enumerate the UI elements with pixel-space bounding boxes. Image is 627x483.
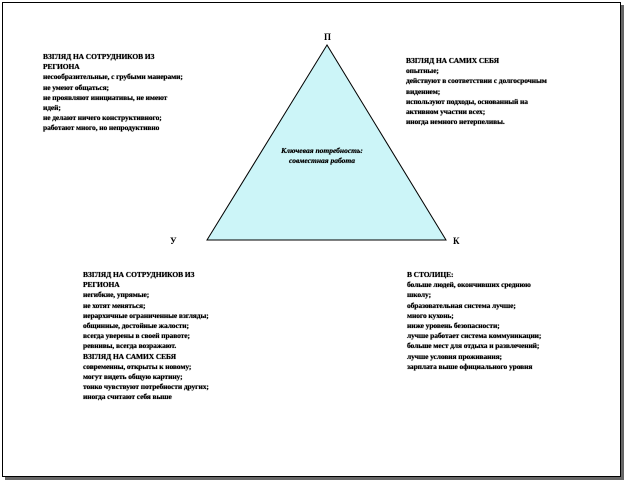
block-line: всегда уверены в своей правоте; xyxy=(83,331,190,341)
block-line: ниже уровень безопасности; xyxy=(407,321,500,331)
vertex-top-label: П xyxy=(324,32,332,42)
vertex-right-label: К xyxy=(453,236,460,246)
block-heading: ВЗГЛЯД НА СОТРУДНИКОВ ИЗ xyxy=(83,270,195,279)
key-need-line3: совместная работа xyxy=(289,156,355,165)
block-line: не умеют общаться; xyxy=(43,82,109,92)
block-line: не проявляют инициативы, не имеют xyxy=(43,92,168,102)
block-line: опытные; xyxy=(406,66,439,76)
block-line: используют подходы, основанный на xyxy=(406,96,528,106)
block-line: современны, открыты к новому; xyxy=(83,361,192,371)
block-line: видением; xyxy=(406,86,441,96)
block-line: иерархичные ограниченные взгляды; xyxy=(83,310,209,320)
block-line: больше мест для отдыха и развлечений; xyxy=(407,341,540,351)
block-line: образовательная система лучше; xyxy=(407,300,516,310)
block-line: лучше работает система коммуникации; xyxy=(407,331,542,341)
block-line: работают много, но непродуктивно xyxy=(43,123,160,133)
view-regional-staff-top xyxy=(43,52,183,134)
block-heading: РЕГИОНА xyxy=(83,280,120,290)
block-line: идей; xyxy=(43,103,61,113)
block-line: негибкие, упрямые; xyxy=(83,290,150,300)
block-line: не хотят меняться; xyxy=(83,300,146,310)
block-line: иногда немного нетерпеливы. xyxy=(406,117,505,127)
block-heading: ВЗГЛЯД НА САМИХ СЕБЯ xyxy=(406,56,499,65)
block-line: ревнивы, всегда возражают. xyxy=(83,341,177,351)
block-line: зарплата выше официального уровня xyxy=(407,361,533,371)
block-line: тонко чувствуют потребности других; xyxy=(83,382,209,392)
view-regional-staff-bottom xyxy=(83,270,209,403)
block-line: школу; xyxy=(407,290,431,300)
key-need-line1: Ключевая xyxy=(281,146,314,155)
block-line: несообразительные, с грубыми манерами; xyxy=(43,72,183,82)
block-line: действуют в соответствии с долгосрочным xyxy=(406,76,547,86)
block-line: не делают ничего конструктивного; xyxy=(43,113,162,123)
block-line: много кухонь; xyxy=(407,310,454,320)
block-line: лучше условия проживания; xyxy=(407,351,502,361)
block-heading: РЕГИОНА xyxy=(43,62,80,72)
block-heading: ВЗГЛЯД НА САМИХ СЕБЯ xyxy=(83,351,176,361)
key-need-line2: потребность: xyxy=(315,146,363,155)
in-capital-block xyxy=(407,270,541,372)
block-heading: ВЗГЛЯД НА СОТРУДНИКОВ ИЗ xyxy=(43,52,155,61)
block-heading: В СТОЛИЦЕ: xyxy=(407,270,454,279)
view-self-top xyxy=(406,56,547,127)
key-need-label xyxy=(262,146,382,166)
block-line: иногда считают себя выше xyxy=(83,392,172,402)
block-line: больше людей, окончивших среднюю xyxy=(407,280,531,290)
block-line: общинные, достойные жалости; xyxy=(83,321,189,331)
block-line: активном участии всех; xyxy=(406,107,486,117)
block-line: могут видеть общую картину; xyxy=(83,372,183,382)
vertex-left-label: У xyxy=(170,236,177,246)
